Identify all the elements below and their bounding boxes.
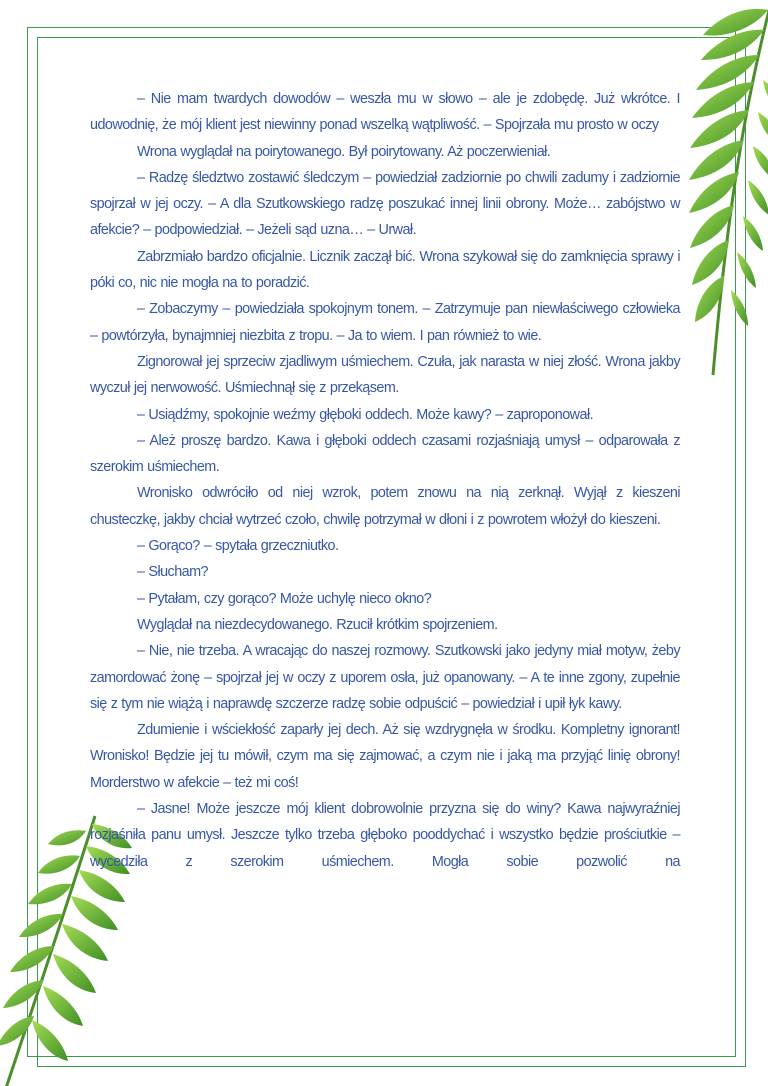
paragraph: – Ależ proszę bardzo. Kawa i głęboki oddech czasami rozjaśniają umysł – odparowała z szerokim uśmiechem. [90, 432, 680, 476]
story-text [90, 86, 680, 875]
paragraph: – Jasne! Może jeszcze mój klient dobrowolnie przyzna się do winy? Kawa najwyraźniej rozjaśniła panu umysł. Jeszcze tylko trzeba głęboko pooddychać i wszystko będzie prościutkie – wycedziła z szerokim uśmiechem. Mogła sobie pozwolić na [90, 801, 680, 870]
paragraph: – Nie, nie trzeba. A wracając do naszej rozmowy. Szutkowski jako jedyny miał motyw, żeby zamordować żonę – spojrzał jej w oczy z uporem osła, już opanowany. – A te inne zgony, zupełnie się z tym nie wiążą i naprawdę szczerze radzę sobie odpuścić – powiedział i upił łyk kawy. [90, 643, 680, 712]
paragraph: Wyglądał na niezdecydowanego. Rzucił krótkim spojrzeniem. [137, 616, 498, 633]
paragraph: – Usiądźmy, spokojnie weźmy głęboki oddech. Może kawy? – zaproponował. [137, 406, 594, 423]
paragraph: – Gorąco? – spytała grzeczniutko. [137, 538, 339, 555]
paragraph: – Pytałam, czy gorąco? Może uchylę nieco okno? [137, 590, 432, 607]
paragraph: Zdumienie i wściekłość zaparły jej dech. Aż się wzdrygnęła w środku. Kompletny ignorant! Wronisko! Będzie jej tu mówił, czym ma się zajmować, a czym nie i jaką ma przyjąć linię obrony! Morderstwo w afekcie – też mi coś! [90, 722, 680, 791]
paragraph: – Słucham? [137, 564, 208, 581]
paragraph: – Zobaczymy – powiedziała spokojnym tonem. – Zatrzymuje pan niewłaściwego człowieka – powtórzyła, bynajmniej niezbita z tropu. – Ja to wiem. I pan również to wie. [90, 301, 680, 344]
paragraph: Wrona wyglądał na poirytowanego. Był poirytowany. Aż poczerwieniał. [137, 143, 551, 160]
paragraph: Zabrzmiało bardzo oficjalnie. Licznik zaczął bić. Wrona szykował się do zamknięcia sprawy i póki co, nic nie mogła na to poradzić. [90, 248, 680, 292]
paragraph: Zignorował jej sprzeciw zjadliwym uśmiechem. Czuła, jak narasta w niej złość. Wrona jakby wyczuł jej nerwowość. Uśmiechnął się z przekąsem. [90, 353, 680, 397]
paragraph: Wronisko odwróciło od niej wzrok, potem znowu na nią zerknął. Wyjął z kieszeni chusteczkę, jakby chciał wytrzeć czoło, chwilę potrzymał w dłoni i z powrotem włożył do kieszeni. [90, 485, 680, 528]
paragraph: – Radzę śledztwo zostawić śledczym – powiedział zadziornie po chwili zadumy i zadziornie spojrzał w jej oczy. – A dla Szutkowskiego radzę poszukać innej linii obrony. Może… zabójstwo w afekcie? – podpowiedział. – Jeżeli sąd uzna… – Urwał. [90, 169, 680, 239]
paragraph: – Nie mam twardych dowodów – weszła mu w słowo – ale je zdobędę. Już wkrótce. I udowodnię, że mój klient jest niewinny ponad wszelką wątpliwość. – Spojrzała mu prosto w oczy [90, 91, 680, 134]
